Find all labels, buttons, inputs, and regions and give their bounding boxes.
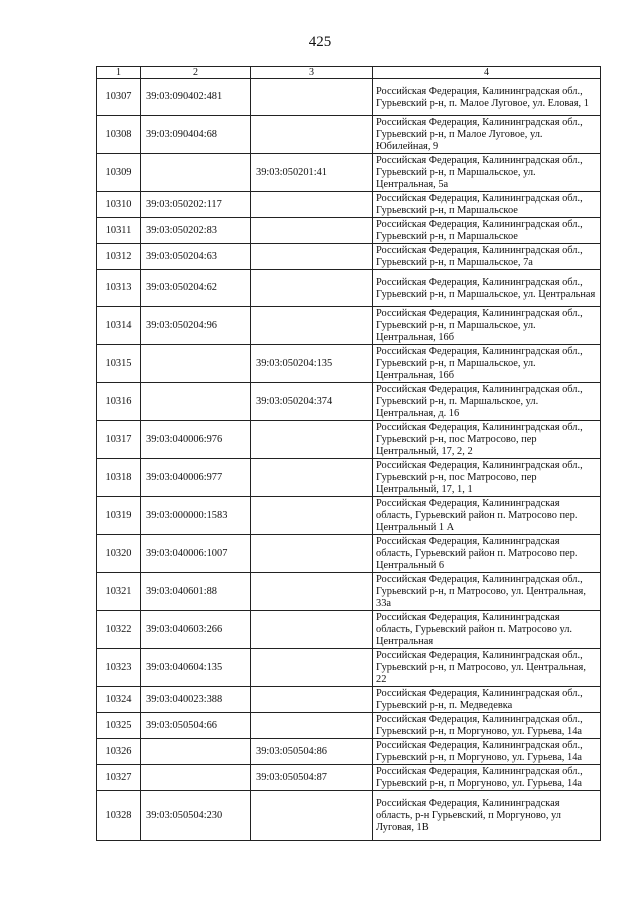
row-number: 10314 xyxy=(97,307,141,345)
table-row xyxy=(97,611,601,649)
cadastral-number-cell: 39:03:040023:388 xyxy=(141,687,251,713)
row-number: 10324 xyxy=(97,687,141,713)
address-cell: Российская Федерация, Калининградская обл., Гурьевский р-н, пос Матросово, пер Центральный, 17, 2, 2 xyxy=(373,421,601,459)
row-number: 10327 xyxy=(97,765,141,791)
table-row xyxy=(97,459,601,497)
row-number: 10321 xyxy=(97,573,141,611)
cadastral-number-cell: 39:03:090402:481 xyxy=(141,79,251,116)
row-number: 10318 xyxy=(97,459,141,497)
cadastral-number-cell: 39:03:040006:976 xyxy=(141,421,251,459)
table-row xyxy=(97,244,601,270)
address-cell: Российская Федерация, Калининградская обл., Гурьевский р-н, п Маршальское, 7а xyxy=(373,244,601,270)
cadastral-number-alt-cell xyxy=(251,649,373,687)
cadastral-number-alt-cell xyxy=(251,459,373,497)
cadastral-number-alt-cell xyxy=(251,421,373,459)
address-cell: Российская Федерация, Калининградская обл., Гурьевский р-н, п Моргуново, ул. Гурьева, 14а xyxy=(373,713,601,739)
address-cell: Российская Федерация, Калининградская обл., Гурьевский р-н, п Моргуново, ул. Гурьева, 14а xyxy=(373,739,601,765)
cadastral-number-cell: 39:03:050202:83 xyxy=(141,218,251,244)
row-number: 10307 xyxy=(97,79,141,116)
table-row xyxy=(97,739,601,765)
cadastral-number-alt-cell xyxy=(251,270,373,307)
cadastral-number-alt-cell xyxy=(251,116,373,154)
table-body xyxy=(97,79,601,841)
address-cell: Российская Федерация, Калининградская обл., Гурьевский р-н, п Малое Луговое, ул. Юбилейная, 9 xyxy=(373,116,601,154)
cadastral-table xyxy=(96,66,601,841)
address-cell: Российская Федерация, Калининградская обл., Гурьевский р-н, п Моргуново, ул. Гурьева, 14а xyxy=(373,765,601,791)
cadastral-number-cell: 39:03:050204:63 xyxy=(141,244,251,270)
table-row xyxy=(97,154,601,192)
table-row xyxy=(97,687,601,713)
address-cell: Российская Федерация, Калининградская обл., Гурьевский р-н, п Маршальское, ул. Центральная, 5а xyxy=(373,154,601,192)
table-row xyxy=(97,497,601,535)
cadastral-number-cell: 39:03:050204:96 xyxy=(141,307,251,345)
row-number: 10317 xyxy=(97,421,141,459)
cadastral-number-cell xyxy=(141,345,251,383)
cadastral-number-cell: 39:03:040601:88 xyxy=(141,573,251,611)
table-row xyxy=(97,573,601,611)
address-cell: Российская Федерация, Калининградская обл., Гурьевский р-н, п Матросово, ул. Центральная, 22 xyxy=(373,649,601,687)
row-number: 10311 xyxy=(97,218,141,244)
cadastral-number-alt-cell xyxy=(251,687,373,713)
cadastral-number-cell: 39:03:040603:266 xyxy=(141,611,251,649)
cadastral-number-alt-cell xyxy=(251,713,373,739)
cadastral-number-cell: 39:03:040006:1007 xyxy=(141,535,251,573)
row-number: 10319 xyxy=(97,497,141,535)
address-cell: Российская Федерация, Калининградская область, Гурьевский район п. Матросово пер. Центральный 1 А xyxy=(373,497,601,535)
table-row xyxy=(97,192,601,218)
cadastral-number-alt-cell xyxy=(251,218,373,244)
cadastral-number-alt-cell: 39:03:050204:374 xyxy=(251,383,373,421)
cadastral-number-alt-cell xyxy=(251,497,373,535)
cadastral-number-cell: 39:03:050504:66 xyxy=(141,713,251,739)
row-number: 10310 xyxy=(97,192,141,218)
cadastral-number-cell: 39:03:050504:230 xyxy=(141,791,251,841)
cadastral-number-alt-cell: 39:03:050504:87 xyxy=(251,765,373,791)
table-row xyxy=(97,713,601,739)
address-cell: Российская Федерация, Калининградская обл., Гурьевский р-н, п. Малое Луговое, ул. Еловая, 1 xyxy=(373,79,601,116)
cadastral-number-alt-cell: 39:03:050204:135 xyxy=(251,345,373,383)
row-number: 10322 xyxy=(97,611,141,649)
table-header-row xyxy=(97,67,601,79)
cadastral-number-alt-cell xyxy=(251,307,373,345)
address-cell: Российская Федерация, Калининградская обл., Гурьевский р-н, п. Медведевка xyxy=(373,687,601,713)
column-header-cadastral-number-alt: 3 xyxy=(251,67,373,79)
cadastral-number-cell xyxy=(141,739,251,765)
page-number: 425 xyxy=(308,34,332,50)
table-row xyxy=(97,218,601,244)
cadastral-number-alt-cell xyxy=(251,192,373,218)
column-header-address: 4 xyxy=(373,67,601,79)
table-row xyxy=(97,345,601,383)
row-number: 10308 xyxy=(97,116,141,154)
row-number: 10313 xyxy=(97,270,141,307)
address-cell: Российская Федерация, Калининградская обл., Гурьевский р-н, п Маршальское, ул. Центральная xyxy=(373,270,601,307)
cadastral-number-cell xyxy=(141,765,251,791)
address-cell: Российская Федерация, Калининградская обл., Гурьевский р-н, п. Маршальское, ул. Центральная, д. 16 xyxy=(373,383,601,421)
cadastral-number-cell xyxy=(141,383,251,421)
column-header-number: 1 xyxy=(97,67,141,79)
table-row xyxy=(97,791,601,841)
table-row xyxy=(97,421,601,459)
address-cell: Российская Федерация, Калининградская обл., Гурьевский р-н, п Маршальское, ул. Центральная, 16б xyxy=(373,307,601,345)
table-row xyxy=(97,535,601,573)
cadastral-number-cell: 39:03:000000:1583 xyxy=(141,497,251,535)
row-number: 10323 xyxy=(97,649,141,687)
cadastral-number-cell: 39:03:050204:62 xyxy=(141,270,251,307)
cadastral-number-cell: 39:03:090404:68 xyxy=(141,116,251,154)
table-row xyxy=(97,649,601,687)
row-number: 10328 xyxy=(97,791,141,841)
cadastral-number-cell xyxy=(141,154,251,192)
table-row xyxy=(97,270,601,307)
cadastral-number-alt-cell xyxy=(251,244,373,270)
cadastral-number-cell: 39:03:040604:135 xyxy=(141,649,251,687)
address-cell: Российская Федерация, Калининградская обл., Гурьевский р-н, п Матросово, ул. Центральная, 33а xyxy=(373,573,601,611)
column-header-cadastral-number: 2 xyxy=(141,67,251,79)
row-number: 10309 xyxy=(97,154,141,192)
cadastral-number-alt-cell xyxy=(251,79,373,116)
row-number: 10315 xyxy=(97,345,141,383)
table-row xyxy=(97,765,601,791)
cadastral-number-cell: 39:03:040006:977 xyxy=(141,459,251,497)
address-cell: Российская Федерация, Калининградская область, Гурьевский район п. Матросово пер. Центральный 6 xyxy=(373,535,601,573)
table-row xyxy=(97,383,601,421)
cadastral-number-alt-cell: 39:03:050201:41 xyxy=(251,154,373,192)
address-cell: Российская Федерация, Калининградская область, Гурьевский район п. Матросово ул. Центральная xyxy=(373,611,601,649)
table-row xyxy=(97,307,601,345)
address-cell: Российская Федерация, Калининградская обл., Гурьевский р-н, пос Матросово, пер Центральный, 17, 1, 1 xyxy=(373,459,601,497)
table-row xyxy=(97,79,601,116)
row-number: 10325 xyxy=(97,713,141,739)
cadastral-number-alt-cell xyxy=(251,573,373,611)
row-number: 10320 xyxy=(97,535,141,573)
address-cell: Российская Федерация, Калининградская обл., Гурьевский р-н, п Маршальское, ул. Центральная, 16б xyxy=(373,345,601,383)
cadastral-number-alt-cell: 39:03:050504:86 xyxy=(251,739,373,765)
cadastral-number-alt-cell xyxy=(251,611,373,649)
address-cell: Российская Федерация, Калининградская область, р-н Гурьевский, п Моргуново, ул Луговая, 1В xyxy=(373,791,601,841)
cadastral-number-alt-cell xyxy=(251,791,373,841)
cadastral-number-alt-cell xyxy=(251,535,373,573)
address-cell: Российская Федерация, Калининградская обл., Гурьевский р-н, п Маршальское xyxy=(373,218,601,244)
row-number: 10316 xyxy=(97,383,141,421)
row-number: 10312 xyxy=(97,244,141,270)
table-row xyxy=(97,116,601,154)
address-cell: Российская Федерация, Калининградская обл., Гурьевский р-н, п Маршальское xyxy=(373,192,601,218)
cadastral-number-cell: 39:03:050202:117 xyxy=(141,192,251,218)
row-number: 10326 xyxy=(97,739,141,765)
